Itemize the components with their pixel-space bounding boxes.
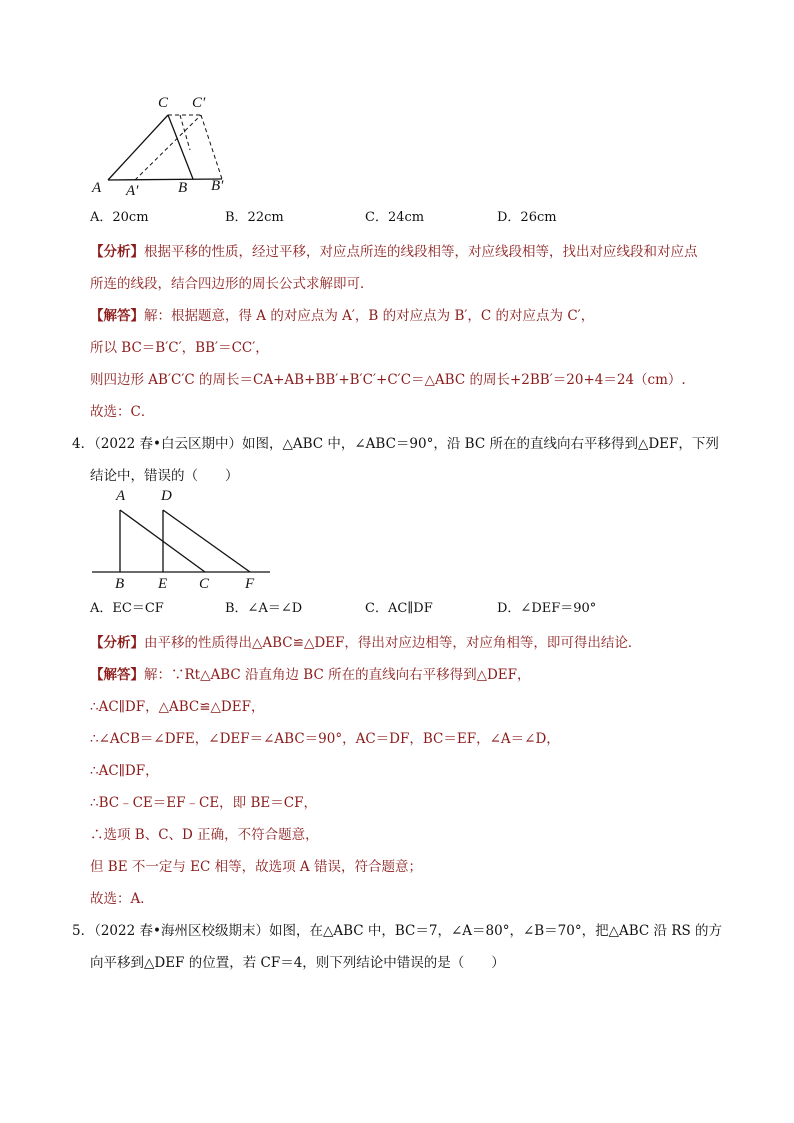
q4-analysis-text: 由平移的性质得出△ABC≌△DEF，得出对应边相等，对应角相等，即可得出结论． [144,635,642,651]
fig2-label-F: F [245,576,255,592]
q3-option-d: D．26cm [497,210,557,225]
fig1-label-A-prime: A′ [126,183,139,199]
q4-solution-line2: ∴AC∥DF，△ABC≌△DEF， [90,699,265,715]
q4-solution-line4: ∴AC∥DF， [90,763,159,779]
fig2-label-E: E [158,576,168,592]
q4-stem-line2: 结论中，错误的（ ） [90,468,239,484]
q3-solution-line4: 故选：C． [90,404,155,420]
q4-solution-line7: 但 BE 不一定与 EC 相等，故选项 A 错误，符合题意； [90,859,422,875]
q4-solution-line5: ∴BC﹣CE＝EF﹣CE，即 BE＝CF， [90,795,317,811]
q4-analysis [90,634,641,652]
q3-solution-line1: 解：根据题意，得 A 的对应点为 A′，B 的对应点为 B′，C 的对应点为 C′， [144,308,595,324]
q3-option-b: B．22cm [225,210,284,225]
q5-stem-line1: 5．（2022 春•海州区校级期末）如图，在△ABC 中，BC＝7，∠A＝80°，∠B＝70°，把△ABC 沿 RS 的方 [72,923,723,939]
q4-solution-line6: ∴选项 B、C、D 正确，不符合题意， [90,827,319,843]
q4-solution-line3: ∴∠ACB＝∠DFE，∠DEF＝∠ABC＝90°，AC＝DF，BC＝EF，∠A＝∠D， [90,731,560,747]
q4-stem-line1: 4．（2022 春•白云区期中）如图，△ABC 中，∠ABC＝90°，沿 BC 所在的直线向右平移得到△DEF，下列 [72,436,719,452]
fig1-label-C: C [158,95,169,111]
q3-analysis-tag: 【分析】 [90,244,144,260]
fig2-label-A: A [116,488,126,504]
q4-option-b: B．∠A＝∠D [225,601,303,616]
q3-solution-line3: 则四边形 AB′C′C 的周长＝CA+AB+BB′+B′C′+C′C＝△ABC 的周长+2BB′＝20+4＝24（cm）. [90,372,686,388]
fig2-label-D: D [161,488,172,504]
q3-analysis-text: 根据平移的性质，经过平移，对应点所连的线段相等，对应线段相等，找出对应线段和对应点 [144,244,698,260]
fig1-label-C-prime: C′ [192,95,206,111]
q3-solution-line2: 所以 BC＝B′C′，BB′＝CC′， [90,340,269,356]
q4-solution-line1: 解：∵Rt△ABC 沿直角边 BC 所在的直线向右平移得到△DEF， [144,667,531,683]
q4-answer-tag: 【解答】 [90,667,144,683]
q4-solution-line8: 故选：A． [90,891,154,907]
q3-answer-tag: 【解答】 [90,308,144,324]
q3-option-a: A．20cm [90,210,149,225]
q4-option-d: D．∠DEF＝90° [497,601,597,616]
fig1-label-A: A [92,180,102,196]
fig1-label-B: B [178,180,188,196]
q3-analysis-line2: 所连的线段，结合四边形的周长公式求解即可． [90,276,374,292]
q4-answer [90,666,531,684]
q3-option-c: C．24cm [365,210,425,225]
q4-option-c: C．AC∥DF [365,601,433,616]
fig2-label-C: C [199,576,210,592]
q4-option-a: A．EC＝CF [90,601,164,616]
q4-analysis-tag: 【分析】 [90,635,144,651]
fig2-label-B: B [115,576,125,592]
q5-stem-line2: 向平移到△DEF 的位置，若 CF＝4，则下列结论中错误的是（ ） [90,955,505,971]
fig1-label-B-prime: B′ [211,178,224,194]
